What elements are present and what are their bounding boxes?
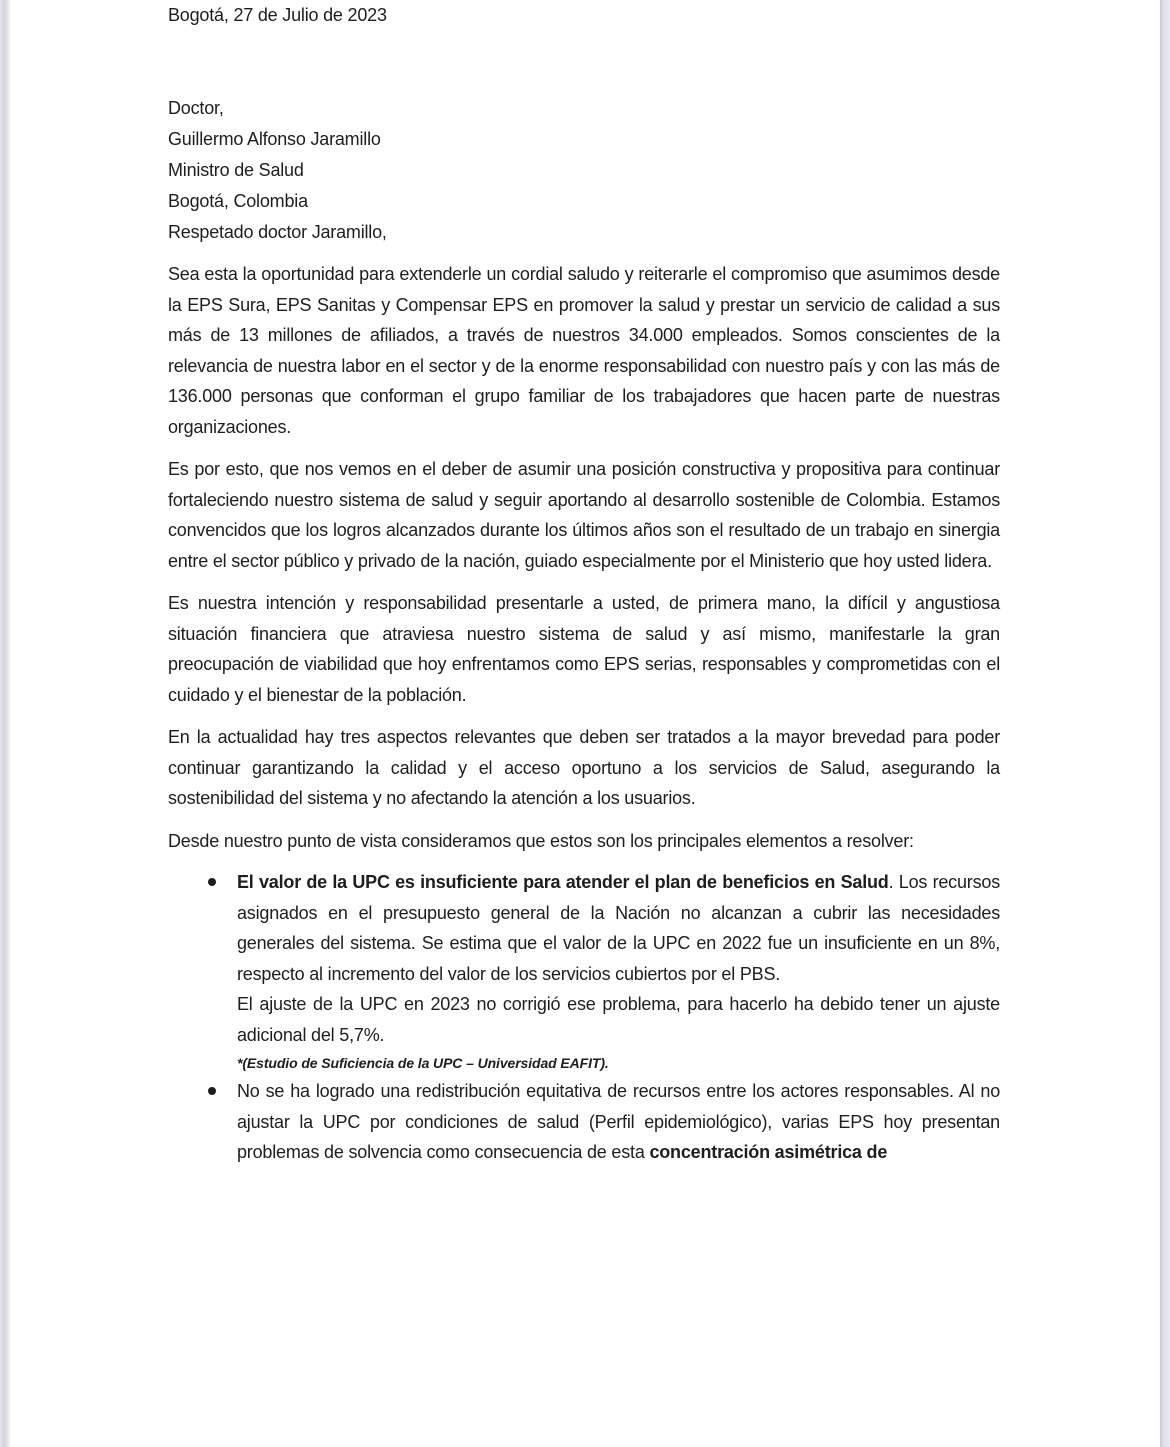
- paragraph-posicion-constructiva: Es por esto, que nos vemos en el deber de asumir una posición constructiva y propositiva para continuar fortaleciendo nuestro sistema de salud y seguir aportando al desarrollo sostenible de Colombia. Estamos convencidos que los logros alcanzados durante los últimos años son el resultado de un trabajo en sinergia entre el sector público y privado de la nación, guiado especialmente por el Ministerio que hoy usted lidera.: [168, 459, 1000, 571]
- recipient-name: Guillermo Alfonso Jaramillo: [168, 128, 381, 149]
- bullet-icon: [208, 1087, 216, 1095]
- paragraph-compromiso: Sea esta la oportunidad para extenderle un cordial saludo y reiterarle el compromiso que asumimos desde la EPS Sura, EPS Sanitas y Compensar EPS en promover la salud y prestar un servicio de calidad a sus más de 13 millones de afiliados, a través de nuestros 34.000 empleados. Somos conscientes de la relevancia de nuestra labor en el sector y de la enorme responsabilidad con nuestro país y con las más de 136.000 personas que conforman el grupo familiar de los trabajadores que hacen parte de nuestras organizaciones.: [168, 264, 1000, 437]
- recipient-title: Ministro de Salud: [168, 159, 304, 180]
- recipient-block: [168, 93, 1000, 217]
- paragraph-situacion-financiera: Es nuestra intención y responsabilidad presentarle a usted, de primera mano, la difícil y angustiosa situación financiera que atraviesa nuestro sistema de salud y así mismo, manifestarle la gran preocupación de viabilidad que hoy enfrentamos como EPS serias, responsables y comprometidas con el cuidado y el bienestar de la población.: [168, 593, 1000, 705]
- list-item-redistribucion: [168, 1076, 1000, 1168]
- greeting: Respetado doctor Jaramillo,: [168, 221, 387, 242]
- bullet-icon: [208, 878, 216, 886]
- bullet-list: [168, 867, 1000, 1168]
- bullet-1-bold-lead: El valor de la UPC es insuficiente para atender el plan de beneficios en Salud: [237, 872, 889, 892]
- paragraph-tres-aspectos: En la actualidad hay tres aspectos relevantes que deben ser tratados a la mayor brevedad para poder continuar garantizando la calidad y el acceso oportuno a los servicios de Salud, asegurando la sostenibilidad del sistema y no afectando la atención a los usuarios.: [168, 727, 1000, 808]
- letter-content: [168, 0, 1000, 1168]
- bullet-1-footnote: *(Estudio de Suficiencia de la UPC – Universidad EAFIT).: [237, 1055, 609, 1071]
- bullet-2-bold-tail: concentración asimétrica de: [649, 1142, 888, 1162]
- page-edge-right: [1160, 0, 1170, 1447]
- recipient-salutation: Doctor,: [168, 97, 224, 118]
- recipient-city: Bogotá, Colombia: [168, 190, 308, 211]
- list-item-upc-insuficiente: [168, 867, 1000, 1076]
- date-line: Bogotá, 27 de Julio de 2023: [168, 5, 387, 25]
- list-intro: Desde nuestro punto de vista consideramos que estos son los principales elementos a resolver:: [168, 830, 914, 851]
- bullet-1-second-paragraph: El ajuste de la UPC en 2023 no corrigió ese problema, para hacerlo ha debido tener un ajuste adicional del 5,7%.: [237, 994, 1000, 1045]
- bullet-2-text: No se ha logrado una redistribución equitativa de recursos entre los actores responsables. Al no ajustar la UPC por condiciones de salud (Perfil epidemiológico), varias EPS hoy presentan problemas de solvencia como consecuencia de esta: [237, 1081, 1000, 1162]
- bullet-1-text: . Los recursos asignados en el presupuesto general de la Nación no alcanzan a cubrir las necesidades generales del sistema. Se estima que el valor de la UPC en 2022 fue un insuficiente en un 8%, respecto al incremento del valor de los servicios cubiertos por el PBS.: [237, 872, 1000, 984]
- page-edge-left: [0, 0, 11, 1447]
